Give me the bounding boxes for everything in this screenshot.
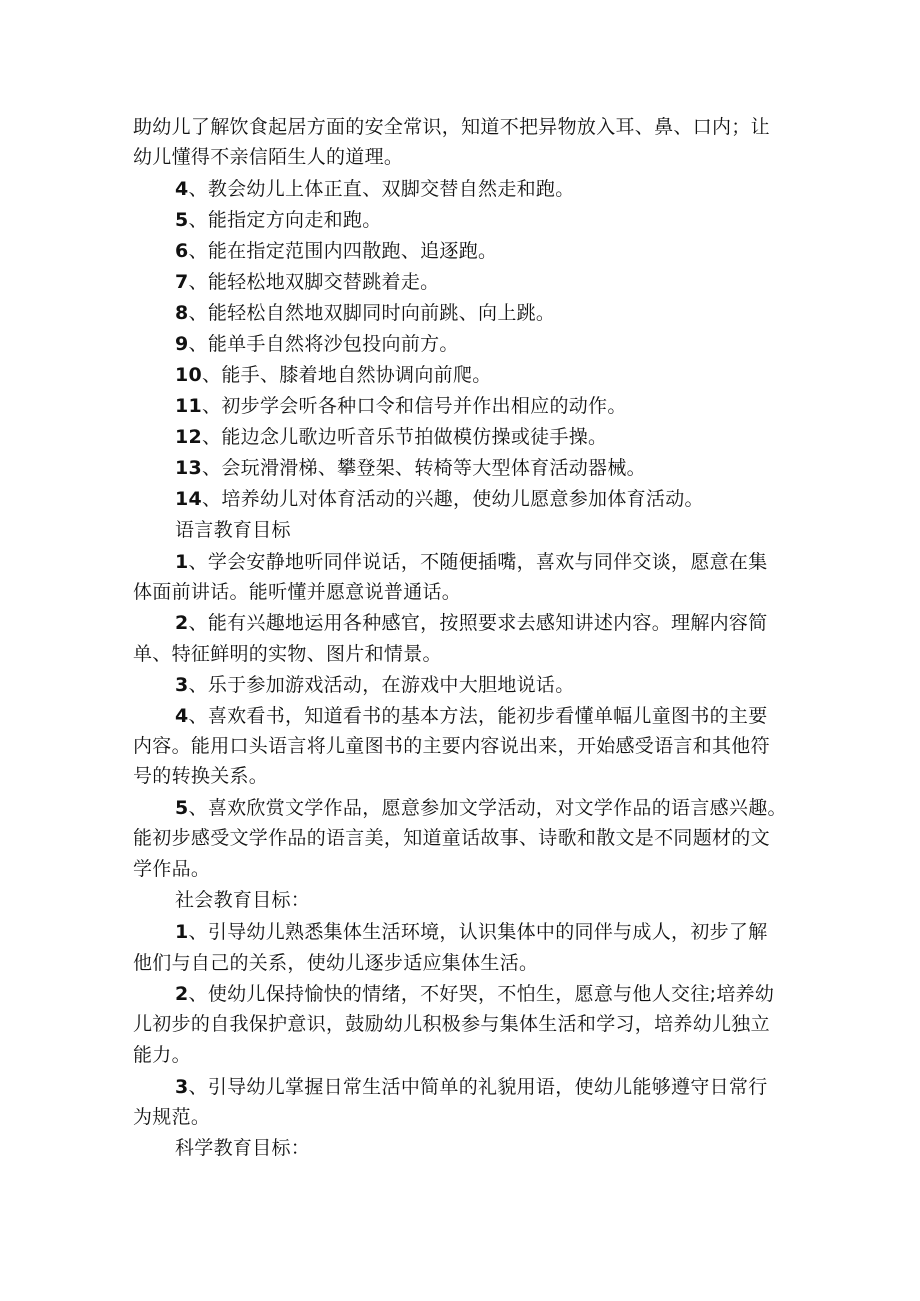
item-number: 1	[175, 921, 189, 943]
line-text: 他们与自己的关系，使幼儿逐步适应集体生活。	[133, 952, 539, 974]
line-text: 学作品。	[133, 858, 211, 880]
line-text: 为规范。	[133, 1106, 211, 1128]
line-text: 、喜欢看书，知道看书的基本方法，能初步看懂单幅儿童图书的主要	[188, 705, 768, 727]
item-number: 3	[175, 1076, 189, 1098]
text-line	[133, 826, 793, 851]
text-line	[133, 145, 793, 170]
text-line	[133, 857, 793, 882]
section-heading	[175, 518, 835, 543]
line-text: 、培养幼儿对体育活动的兴趣，使幼儿愿意参加体育活动。	[202, 488, 704, 510]
item-number: 6	[175, 240, 189, 262]
line-text: 、能指定方向走和跑。	[188, 209, 382, 231]
line-text: 体面前讲话。能听懂并愿意说普通话。	[133, 581, 462, 603]
line-text: 、学会安静地听同伴说话，不随便插嘴，喜欢与同伴交谈，愿意在集	[188, 551, 768, 573]
list-item	[175, 456, 835, 481]
line-text: 、引导幼儿掌握日常生活中简单的礼貌用语，使幼儿能够遵守日常行	[188, 1076, 768, 1098]
list-item	[175, 982, 835, 1007]
item-number: 13	[175, 457, 203, 479]
line-text: 、能在指定范围内四散跑、追逐跑。	[188, 240, 498, 262]
section-heading	[175, 1136, 835, 1161]
item-number: 12	[175, 426, 203, 448]
list-item	[175, 796, 835, 821]
item-number: 3	[175, 674, 189, 696]
line-text: 、乐于参加游戏活动，在游戏中大胆地说话。	[188, 674, 575, 696]
item-number: 7	[175, 271, 189, 293]
item-number: 1	[175, 551, 189, 573]
line-text: 幼儿懂得不亲信陌生人的道理。	[133, 146, 404, 168]
list-item	[175, 270, 835, 295]
line-text: 、能有兴趣地运用各种感官，按照要求去感知讲述内容。理解内容简	[188, 612, 768, 634]
item-number: 8	[175, 302, 189, 324]
heading-text: 科学教育目标：	[175, 1137, 311, 1159]
line-text: 、能轻松地双脚交替跳着走。	[188, 271, 440, 293]
list-item	[175, 673, 835, 698]
item-number: 10	[175, 364, 203, 386]
line-text: 、会玩滑滑梯、攀登架、转椅等大型体育活动器械。	[202, 457, 646, 479]
line-text: 内容。能用口头语言将儿童图书的主要内容说出来，开始感受语言和其他符	[133, 735, 770, 757]
line-text: 、教会幼儿上体正直、双脚交替自然走和跑。	[188, 178, 575, 200]
list-item	[175, 550, 835, 575]
item-number: 2	[175, 612, 189, 634]
item-number: 4	[175, 178, 189, 200]
list-item	[175, 425, 835, 450]
list-item	[175, 920, 835, 945]
line-text: 单、特征鲜明的实物、图片和情景。	[133, 643, 442, 665]
line-text: 能力。	[133, 1044, 191, 1066]
item-number: 4	[175, 705, 189, 727]
text-line	[133, 1043, 793, 1068]
text-line	[133, 1105, 793, 1130]
item-number: 5	[175, 209, 189, 231]
list-item	[175, 239, 835, 264]
text-line	[133, 1012, 793, 1037]
list-item	[175, 394, 835, 419]
text-line	[133, 951, 793, 976]
list-item	[175, 301, 835, 326]
item-number: 2	[175, 983, 189, 1005]
item-number: 5	[175, 797, 189, 819]
line-text: 儿初步的自我保护意识，鼓励幼儿积极参与集体生活和学习，培养幼儿独立	[133, 1013, 770, 1035]
item-number: 14	[175, 488, 203, 510]
list-item	[175, 177, 835, 202]
text-line	[133, 642, 793, 667]
text-line	[133, 580, 793, 605]
line-text: 、能边念儿歌边听音乐节拍做模仿操或徒手操。	[202, 426, 608, 448]
line-text: 、使幼儿保持愉快的情绪，不好哭，不怕生，愿意与他人交往;培养幼	[188, 983, 775, 1005]
list-item	[175, 208, 835, 233]
list-item	[175, 1075, 835, 1100]
text-line	[133, 764, 793, 789]
line-text: 号的转换关系。	[133, 765, 269, 787]
text-line	[133, 115, 793, 140]
line-text: 、引导幼儿熟悉集体生活环境，认识集体中的同伴与成人，初步了解	[188, 921, 768, 943]
item-number: 9	[175, 333, 189, 355]
list-item	[175, 487, 835, 512]
line-text: 、能手、膝着地自然协调向前爬。	[202, 364, 492, 386]
line-text: 、初步学会听各种口令和信号并作出相应的动作。	[202, 395, 627, 417]
list-item	[175, 363, 835, 388]
list-item	[175, 611, 835, 636]
list-item	[175, 332, 835, 357]
heading-text: 社会教育目标：	[175, 889, 311, 911]
line-text: 、喜欢欣赏文学作品，愿意参加文学活动，对文学作品的语言感兴趣。	[188, 797, 787, 819]
text-line	[133, 734, 793, 759]
section-heading	[175, 888, 835, 913]
list-item	[175, 704, 835, 729]
line-text: 能初步感受文学作品的语言美，知道童话故事、诗歌和散文是不同题材的文	[133, 827, 770, 849]
heading-text: 语言教育目标	[175, 519, 291, 541]
line-text: 助幼儿了解饮食起居方面的安全常识，知道不把异物放入耳、鼻、口内；让	[133, 116, 770, 138]
line-text: 、能单手自然将沙包投向前方。	[188, 333, 459, 355]
line-text: 、能轻松自然地双脚同时向前跳、向上跳。	[188, 302, 556, 324]
item-number: 11	[175, 395, 203, 417]
